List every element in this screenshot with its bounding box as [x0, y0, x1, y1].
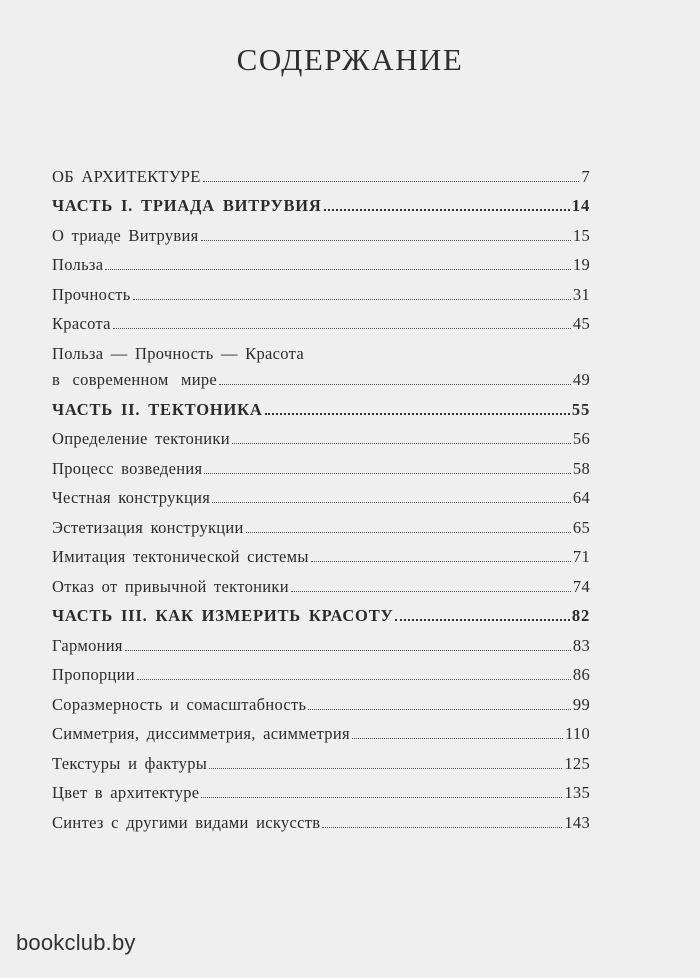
- toc-leader-dots: [203, 181, 580, 182]
- toc-leader-dots: [137, 679, 571, 680]
- toc-leader-dots: [246, 532, 571, 533]
- toc-leader-dots: [352, 738, 563, 739]
- toc-part-label: ЧАСТЬ II. ТЕКТОНИКА: [52, 399, 263, 419]
- toc-entry-label-line2: в современном мире: [52, 370, 218, 389]
- toc-page-number: 49: [572, 370, 590, 389]
- toc-leader-dots: [232, 443, 571, 444]
- page-title: СОДЕРЖАНИЕ: [236, 42, 464, 77]
- toc-leader-dots: [212, 502, 571, 503]
- toc-page-number: 14: [571, 196, 590, 215]
- toc-page-number: 143: [564, 812, 590, 832]
- toc-page-number: 45: [572, 314, 590, 333]
- toc-page-number: 86: [572, 665, 590, 684]
- toc-entry-label: Эстетизация конструкции: [52, 517, 244, 537]
- toc-entry: [52, 743, 590, 773]
- table-of-contents: [52, 156, 590, 832]
- toc-entry: [52, 478, 590, 508]
- toc-page-number: 135: [564, 783, 590, 802]
- toc-leader-dots: [308, 709, 571, 710]
- toc-entry-label: Польза: [52, 255, 104, 274]
- toc-entry: [52, 566, 590, 596]
- toc-page-number: 64: [572, 488, 590, 507]
- toc-leader-dots: [125, 650, 571, 651]
- toc-leader-dots: [324, 209, 570, 211]
- toc-page-number: 99: [572, 694, 590, 714]
- toc-leader-dots: [204, 473, 571, 474]
- toc-leader-dots: [113, 328, 571, 329]
- toc-entry-line2: [52, 371, 590, 389]
- toc-entry: [52, 304, 590, 334]
- toc-leader-dots: [201, 240, 571, 241]
- toc-leader-dots: [133, 299, 571, 300]
- toc-part-label: ЧАСТЬ I. ТРИАДА ВИТРУВИЯ: [52, 196, 322, 215]
- toc-entry-label: Гармония: [52, 635, 123, 655]
- toc-entry-label: Пропорции: [52, 665, 135, 684]
- toc-leader-dots: [105, 269, 571, 270]
- toc-page-number: 7: [581, 166, 590, 186]
- toc-leader-dots: [265, 413, 570, 415]
- toc-leader-dots: [201, 797, 562, 798]
- toc-entry-label: О триаде Витрувия: [52, 225, 199, 245]
- toc-entry-label: Имитация тектонической системы: [52, 547, 309, 566]
- toc-page-number: 55: [571, 399, 590, 419]
- toc-page-number: 31: [572, 284, 590, 304]
- toc-entry-label: Определение тектоники: [52, 429, 230, 448]
- toc-page-number: 56: [572, 429, 590, 448]
- toc-entry-label: Красота: [52, 314, 111, 333]
- toc-page-number: 110: [564, 724, 590, 743]
- toc-entry-label: ОБ АРХИТЕКТУРЕ: [52, 166, 201, 186]
- toc-entry-label: Синтез с другими видами искусств: [52, 812, 321, 832]
- toc-page-number: 65: [572, 517, 590, 537]
- toc-part-2: [52, 389, 590, 419]
- toc-entry: [52, 245, 590, 275]
- toc-page-number: 15: [572, 225, 590, 245]
- toc-entry: [52, 537, 590, 567]
- toc-entry-label: Отказ от привычной тектоники: [52, 576, 289, 596]
- toc-entry-label: Текстуры и фактуры: [52, 753, 208, 773]
- toc-entry: [52, 684, 590, 714]
- toc-entry-label: Цвет в архитектуре: [52, 783, 200, 802]
- toc-entry-multiline: [52, 333, 590, 389]
- toc-entry-label: Честная конструкция: [52, 488, 211, 507]
- toc-page-number: 58: [572, 458, 590, 478]
- toc-page-number: 125: [564, 753, 590, 773]
- toc-entry: [52, 802, 590, 832]
- toc-entry-label: Прочность: [52, 284, 131, 304]
- toc-entry: [52, 507, 590, 537]
- toc-entry-label: Соразмерность и сомасштабность: [52, 694, 307, 714]
- toc-leader-dots: [395, 619, 569, 621]
- toc-page-number: 83: [572, 635, 590, 655]
- toc-part-3: [52, 596, 590, 626]
- toc-entry: [52, 274, 590, 304]
- toc-leader-dots: [322, 827, 562, 828]
- toc-entry: [52, 773, 590, 803]
- toc-page-number: 19: [572, 255, 590, 274]
- toc-entry: [52, 419, 590, 449]
- toc-entry-about-architecture: [52, 156, 590, 186]
- toc-entry-label: Симметрия, диссимметрия, асимметрия: [52, 724, 350, 743]
- watermark: bookclub.by: [16, 930, 136, 955]
- toc-entry: [52, 625, 590, 655]
- toc-entry: [52, 714, 590, 744]
- toc-leader-dots: [311, 561, 571, 562]
- toc-entry-label: Процесс возведения: [52, 458, 203, 478]
- toc-entry-label-line1: Польза — Прочность — Красота: [52, 344, 304, 363]
- toc-part-label: ЧАСТЬ III. КАК ИЗМЕРИТЬ КРАСОТУ: [52, 606, 394, 625]
- toc-part-1: [52, 186, 590, 216]
- toc-page-number: 74: [572, 576, 590, 596]
- toc-page-number: 71: [572, 547, 590, 566]
- toc-entry: [52, 655, 590, 685]
- toc-leader-dots: [209, 768, 562, 769]
- toc-page-number: 82: [571, 606, 590, 625]
- toc-leader-dots: [219, 384, 571, 385]
- toc-leader-dots: [291, 591, 571, 592]
- toc-entry: [52, 448, 590, 478]
- toc-entry: [52, 215, 590, 245]
